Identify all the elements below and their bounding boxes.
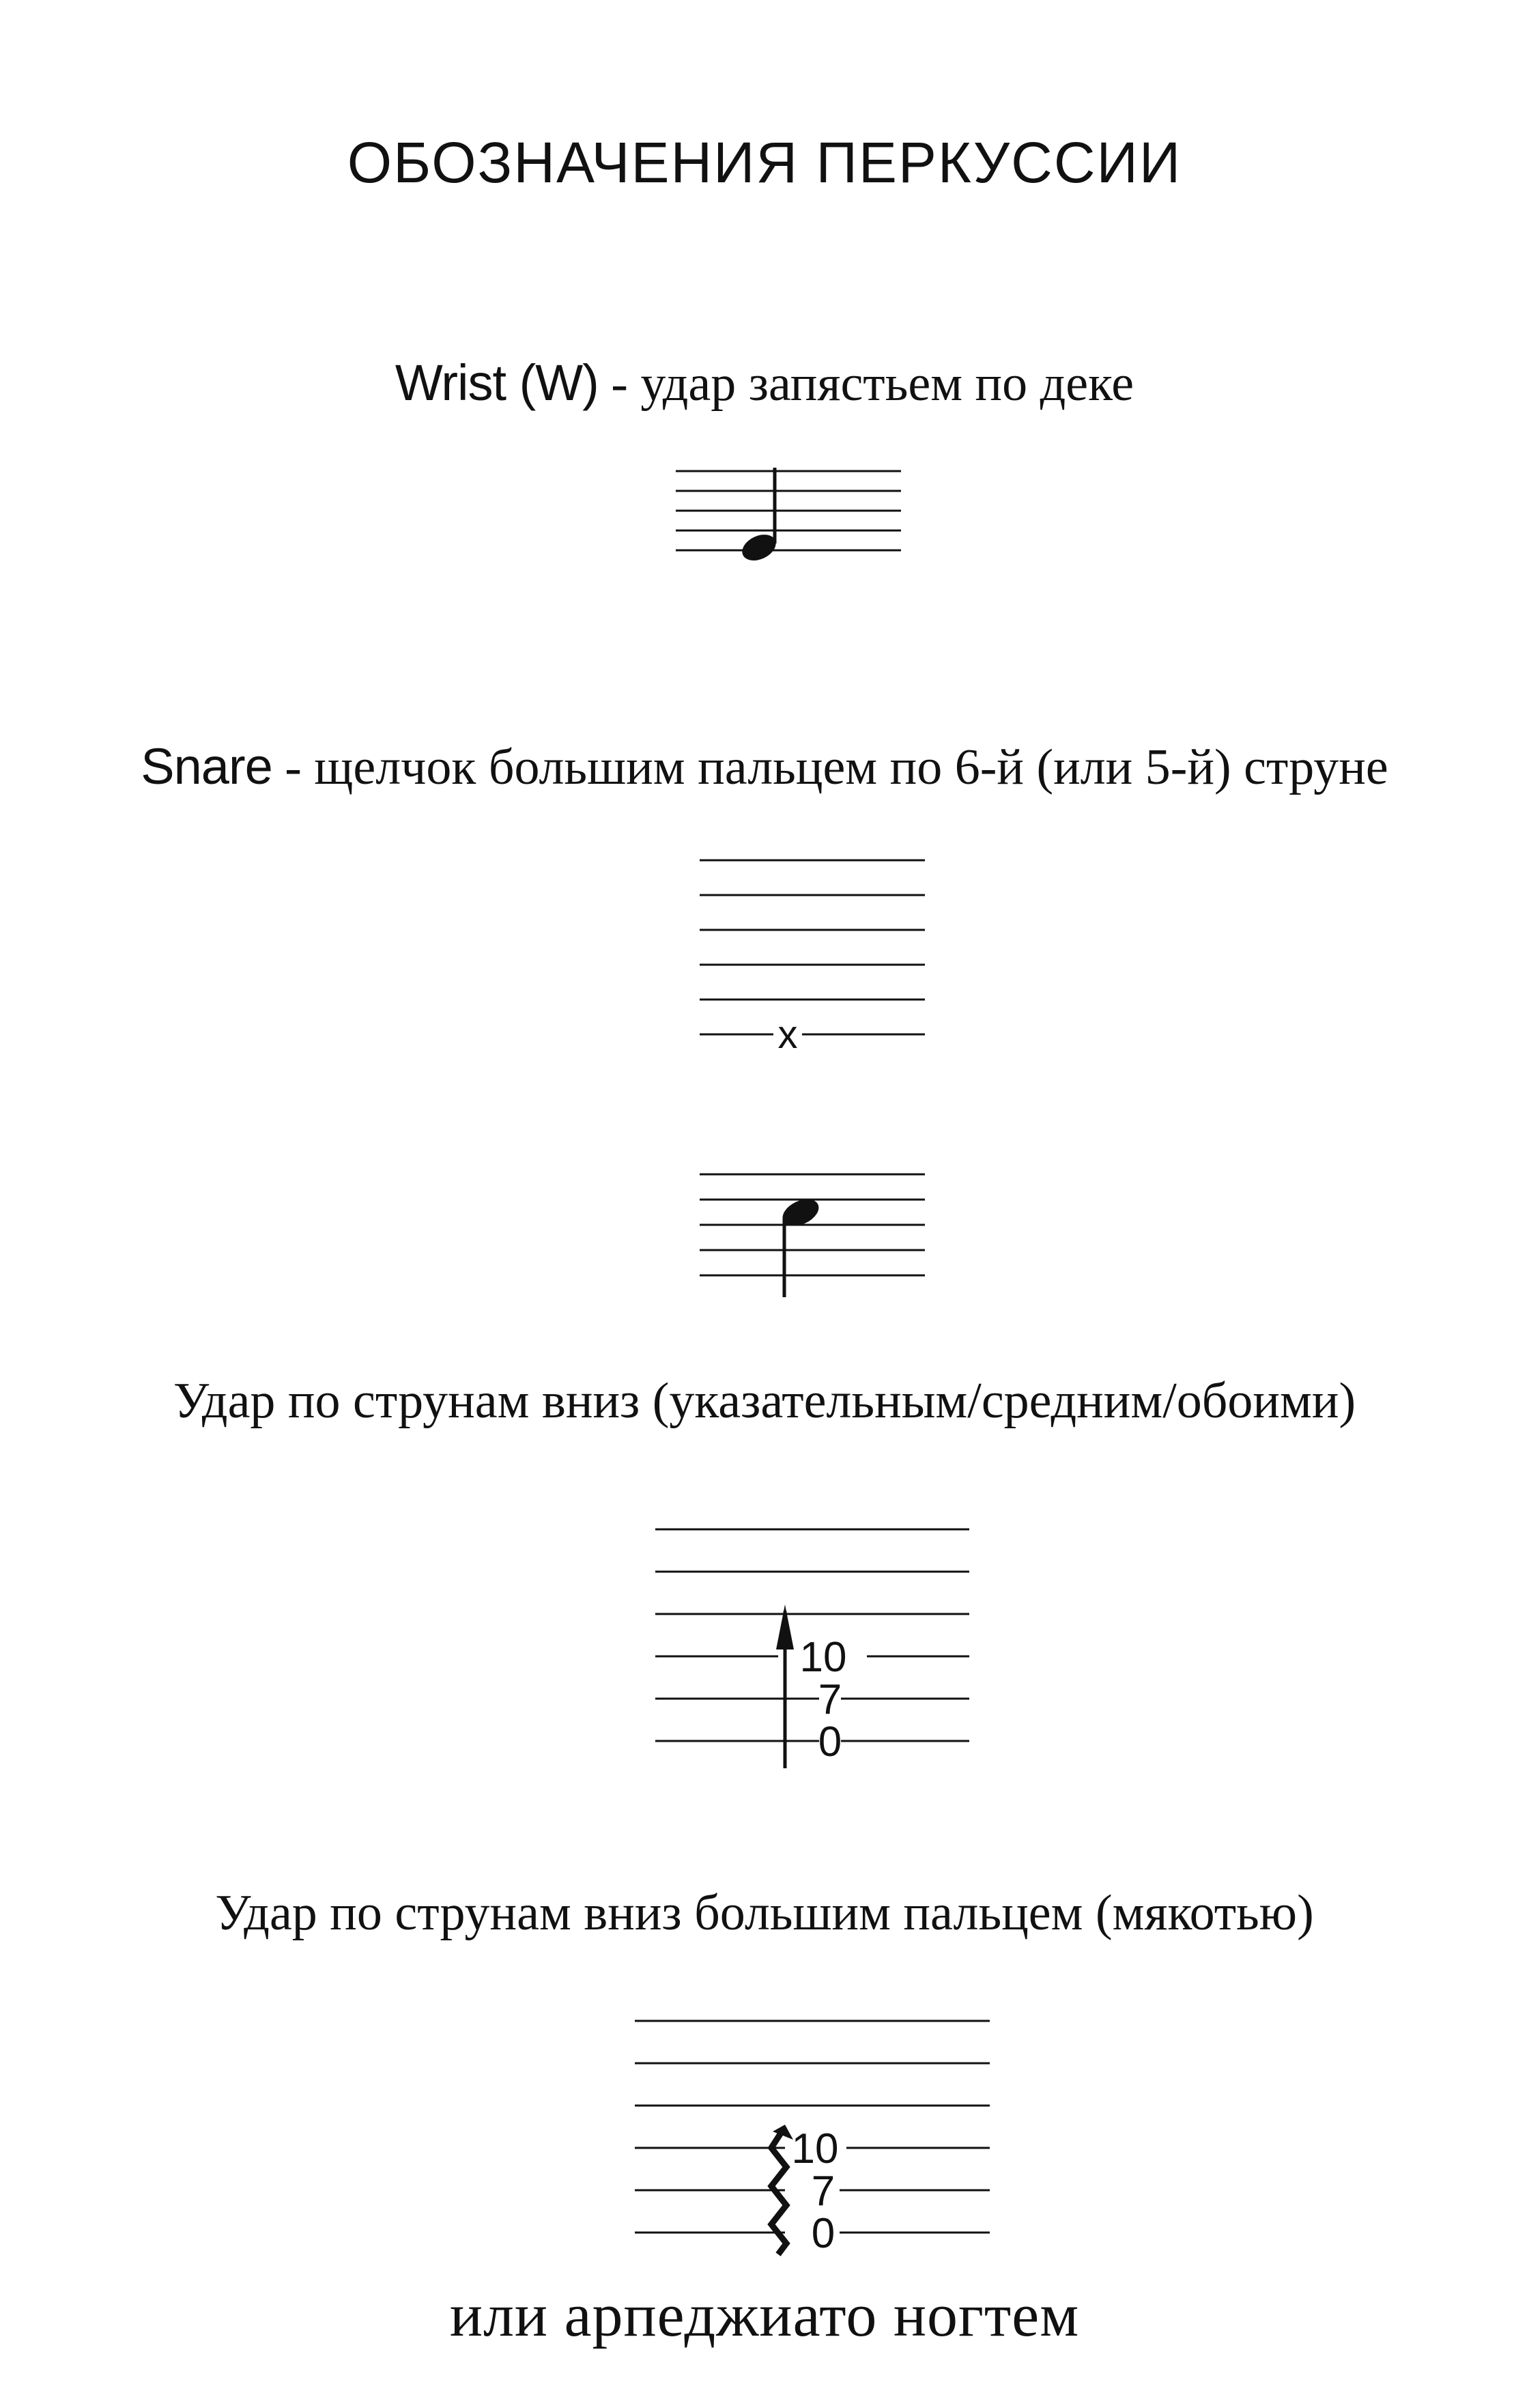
wrist-description: - удар запястьем по деке — [598, 356, 1134, 412]
fret-number: 10 — [799, 1634, 847, 1681]
snare-x-mark: x — [777, 1012, 798, 1057]
snare-caption — [0, 737, 1529, 797]
snare-tab-staff — [700, 853, 932, 1058]
snare-label: Snare — [141, 738, 272, 795]
fret-number: 7 — [811, 2168, 835, 2215]
thumb-strum-tab-staff — [635, 2007, 997, 2260]
wrist-caption — [0, 354, 1529, 413]
wrist-staff — [676, 464, 908, 573]
fret-number: 7 — [818, 1676, 842, 1723]
fret-number: 0 — [811, 2210, 835, 2257]
wrist-label: Wrist (W) — [395, 354, 599, 411]
page-title: ОБОЗНАЧЕНИЯ ПЕРКУССИИ — [347, 130, 1182, 195]
arpeggio-caption: или арпеджиато ногтем — [449, 2282, 1080, 2349]
fret-number: 10 — [791, 2125, 839, 2172]
snare-description: - щелчок большим пальцем по 6-й (или 5-й) струне — [272, 739, 1388, 795]
snare-note-staff — [700, 1167, 932, 1304]
down-strum-caption: Удар по струнам вниз (указательным/средним/обоими) — [173, 1373, 1356, 1429]
fret-number: 0 — [818, 1718, 842, 1766]
thumb-strum-caption: Удар по струнам вниз большим пальцем (мякотью) — [215, 1885, 1314, 1941]
down-strum-tab-staff — [655, 1516, 976, 1775]
strum-arrow-head — [776, 1604, 794, 1649]
